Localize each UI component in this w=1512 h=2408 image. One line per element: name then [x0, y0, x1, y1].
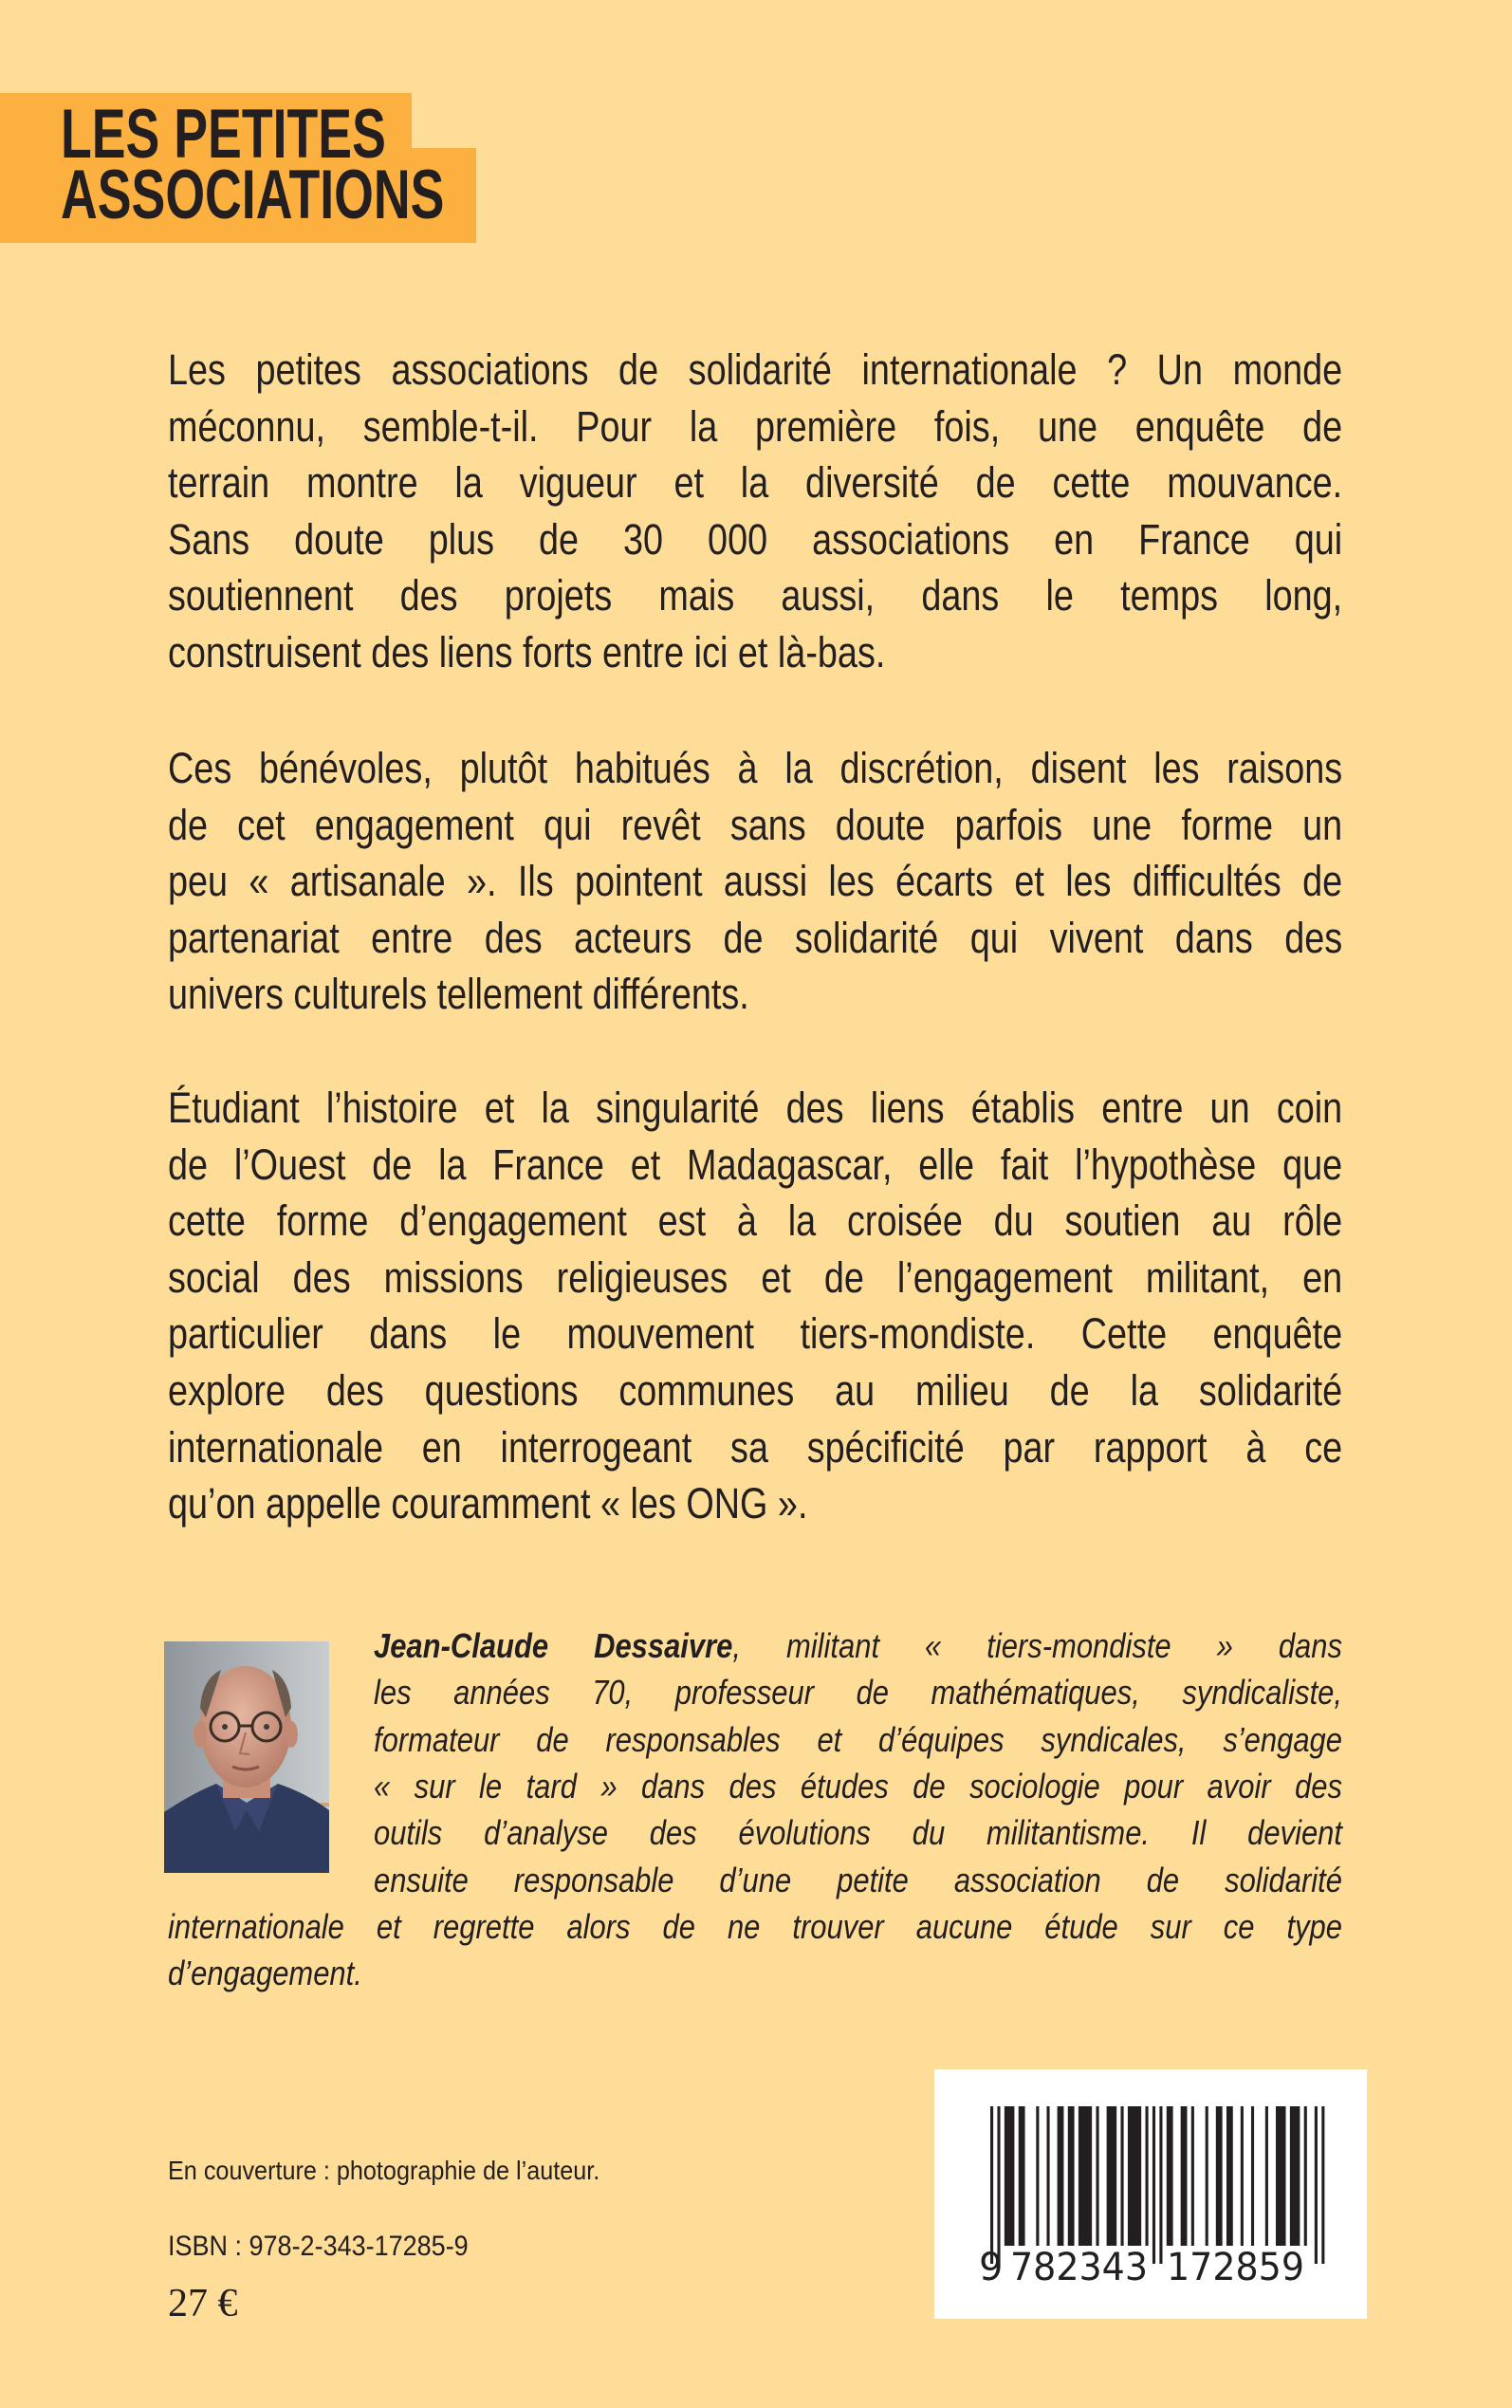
author-portrait-image [164, 1641, 329, 1873]
barcode-guard-bar [1159, 2106, 1162, 2264]
author-bio-line: d’engagement. [168, 1954, 362, 1993]
book-title-line-2: ASSOCIATIONS [61, 157, 445, 233]
barcode-bar [1068, 2106, 1075, 2246]
text-line: de cet engagement qui revêt sans doute parfois une forme un [168, 800, 1343, 849]
barcode-bar [1120, 2106, 1123, 2246]
barcode-bar [1241, 2106, 1244, 2246]
barcode-bar [1036, 2106, 1039, 2246]
synopsis-paragraph-1 [168, 342, 1342, 681]
barcode-bar [1145, 2106, 1148, 2246]
barcode-bar [1181, 2106, 1188, 2246]
text-line: Les petites associations de solidarité internationale ? Un monde [168, 345, 1343, 394]
barcode-digits-right: 172859 [1167, 2246, 1304, 2289]
text-line: internationale en interrogeant sa spécificité par rapport à ce [168, 1422, 1343, 1472]
author-name: Jean-Claude Dessaivre [374, 1626, 733, 1665]
author-bio-line [374, 1622, 1342, 1669]
barcode-bar-group [990, 2106, 1324, 2264]
text-line: particulier dans le mouvement tiers-mondiste. Cette enquête [168, 1309, 1343, 1359]
barcode-bar [1058, 2106, 1064, 2246]
barcode-bar [1276, 2106, 1286, 2246]
author-bio-line: outils d’analyse des évolutions du militantisme. Il devient [374, 1813, 1342, 1853]
text-line: cette forme d’engagement est à la croisée du soutien au rôle [168, 1196, 1343, 1246]
barcode-bar [1216, 2106, 1223, 2246]
barcode-bar [1096, 2106, 1098, 2246]
barcode [934, 2069, 1367, 2319]
cover-photo-credit: En couverture : photographie de l’auteur. [168, 2156, 600, 2185]
synopsis-paragraph-2 [168, 740, 1342, 1023]
barcode-guard-bar [1152, 2106, 1155, 2264]
barcode-bar [1005, 2106, 1015, 2246]
barcode-bar [1290, 2106, 1300, 2246]
barcode-guard-bar [990, 2106, 993, 2264]
text-line: Sans doute plus de 30 000 associations en France qui [168, 514, 1343, 564]
barcode-bar [1251, 2106, 1254, 2246]
author-bio-line: formateur de responsables et d’équipes syndicales, s’engage [374, 1719, 1342, 1759]
barcode-bars [934, 2069, 1367, 2319]
barcode-digits-left: 782343 [1010, 2246, 1148, 2289]
author-bio-line: « sur le tard » dans des études de sociologie pour avoir des [374, 1766, 1342, 1806]
text-line: Ces bénévoles, plutôt habitués à la discrétion, disent les raisons [168, 744, 1343, 792]
text-line: Étudiant l’histoire et la singularité des liens établis entre un coin [168, 1084, 1343, 1132]
barcode-bar [1046, 2106, 1049, 2246]
author-bio-line: internationale et regrette alors de ne trouver aucune étude sur ce type [168, 1906, 1342, 1946]
author-bio-text: , militant « tiers-mondiste » dans [732, 1626, 1342, 1665]
barcode-bar [1107, 2106, 1117, 2246]
barcode-bar [1079, 2106, 1092, 2246]
text-line: de l’Ouest de la France et Madagascar, elle fait l’hypothèse que [168, 1139, 1343, 1189]
author-bio-line: les années 70, professeur de mathématiques, syndicaliste, [374, 1673, 1342, 1713]
barcode-bar [1019, 2106, 1025, 2246]
text-line: qu’on appelle couramment « les ONG ». [168, 1479, 808, 1528]
text-line: terrain montre la vigueur et la diversité de cette mouvance. [168, 458, 1343, 508]
barcode-bar [1226, 2106, 1233, 2246]
text-line: soutiennent des projets mais aussi, dans le temps long, [168, 571, 1343, 621]
author-photo [164, 1641, 329, 1873]
barcode-bar [1167, 2106, 1173, 2246]
text-line: partenariat entre des acteurs de solidarité qui vivent dans des [168, 913, 1343, 962]
text-line: méconnu, semble-t-il. Pour la première fois, une enquête de [168, 401, 1343, 451]
price-text: 27 € [168, 2282, 238, 2325]
text-line: explore des questions communes au milieu de la solidarité [168, 1365, 1343, 1415]
synopsis-paragraph-3 [168, 1080, 1342, 1532]
barcode-bar [1304, 2106, 1307, 2246]
text-line: construisent des liens forts entre ici et là-bas. [168, 627, 886, 676]
text-line: univers culturels tellement différents. [168, 970, 749, 1019]
barcode-guard-bar [1321, 2106, 1324, 2264]
barcode-bar [1206, 2106, 1208, 2246]
text-line: social des missions religieuses et de l’engagement militant, en [168, 1252, 1343, 1302]
barcode-guard-bar [1315, 2106, 1318, 2264]
barcode-guard-bar [997, 2106, 1000, 2264]
book-title-line-1: LES PETITES [61, 96, 386, 173]
barcode-bar [1265, 2106, 1268, 2246]
author-bio-line: ensuite responsable d’une petite association de solidarité [374, 1860, 1342, 1899]
isbn-text: ISBN : 978-2-343-17285-9 [168, 2231, 469, 2262]
barcode-bar [1128, 2106, 1141, 2246]
text-line: peu « artisanale ». Ils pointent aussi les écarts et les difficultés de [168, 857, 1343, 906]
barcode-bar [1191, 2106, 1194, 2246]
barcode-digit-first: 9 [979, 2246, 1004, 2289]
